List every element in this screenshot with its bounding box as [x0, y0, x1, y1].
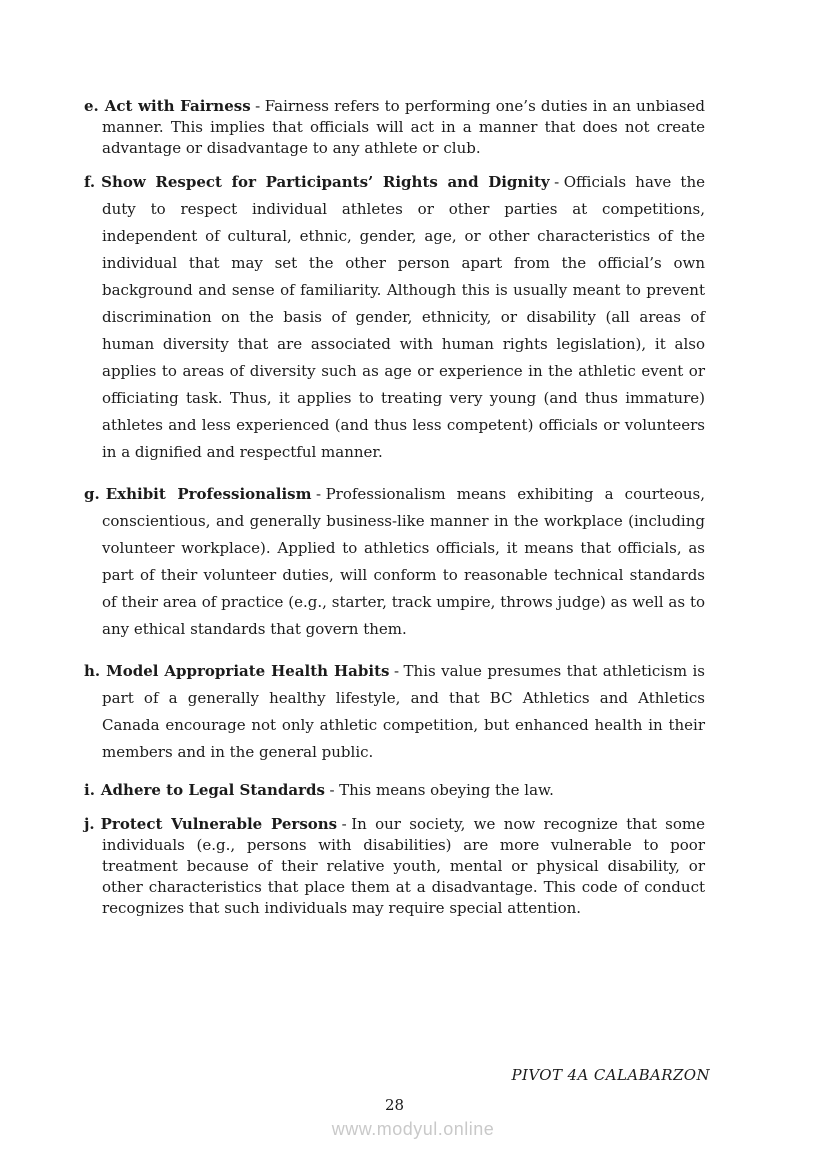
item-body: Officials have the duty to respect individual athletes or other parties at competitions, independent of cultural, ethnic, gender, age, or other characteristics of the individual that may set the other person apart from the official’s own background and sense of familiarity. Although this is usually meant to prevent discrimination on the basis of gender, ethnicity, or disability (all areas of human diversity that are associated with human rights legislation), it also applies to areas of diversity such as age or experience in the athletic event or officiating task. Thus, it applies to treating very young (and thus immature) athletes and less experienced (and thus less competent) officials or volunteers in a dignified and respectful manner. [102, 173, 705, 461]
item-marker: i. [84, 781, 95, 799]
document-body [84, 96, 705, 919]
item-marker: j. [84, 815, 95, 833]
list-item-e [84, 96, 705, 159]
list-item-f [84, 169, 705, 466]
item-separator: - [554, 173, 560, 191]
item-heading: Show Respect for Participants’ Rights and Dignity [101, 173, 550, 191]
list-item-h [84, 658, 705, 766]
item-separator: - [341, 815, 347, 833]
list-item-i [84, 780, 705, 801]
item-body: This means obeying the law. [339, 781, 554, 799]
item-heading: Exhibit Professionalism [105, 485, 312, 503]
footer-imprint: PIVOT 4A CALABARZON [511, 1066, 710, 1084]
watermark: www.modyul.online [331, 1119, 495, 1139]
item-separator: - [255, 97, 261, 115]
page-number: 28 [384, 1096, 405, 1114]
list-item-j [84, 814, 705, 919]
item-separator: - [393, 662, 400, 680]
item-body: In our society, we now recognize that some individuals (e.g., persons with disabilities) are more vulnerable to poor treatment because of their relative youth, mental or physical disability, or other characteristics that place them at a disadvantage. This code of conduct recognizes that such individuals may require special attention. [102, 815, 705, 917]
item-separator: - [329, 781, 335, 799]
list-item-g [84, 481, 705, 643]
item-heading: Protect Vulnerable Persons [100, 815, 338, 833]
item-body: Professionalism means exhibiting a courteous, conscientious, and generally business-like manner in the workplace (including volunteer workplace). Applied to athletics officials, it means that officials, as part of their volunteer duties, will conform to reasonable technical standards of their area of practice (e.g., starter, track umpire, throws judge) as well as to any ethical standards that govern them. [102, 485, 705, 638]
item-marker: f. [84, 173, 96, 191]
item-separator: - [315, 485, 322, 503]
item-body: Fairness refers to performing one’s duties in an unbiased manner. This implies that officials will act in a manner that does not create advantage or disadvantage to any athlete or club. [102, 97, 705, 157]
item-marker: e. [84, 97, 99, 115]
item-heading: Model Appropriate Health Habits [106, 662, 390, 680]
item-heading: Adhere to Legal Standards [100, 781, 325, 799]
item-body: This value presumes that athleticism is part of a generally healthy lifestyle, and that BC Athletics and Athletics Canada encourage not only athletic competition, but enhanced health in their members and in the general public. [102, 662, 705, 761]
item-heading: Act with Fairness [104, 97, 251, 115]
item-marker: g. [84, 485, 100, 503]
item-marker: h. [84, 662, 101, 680]
